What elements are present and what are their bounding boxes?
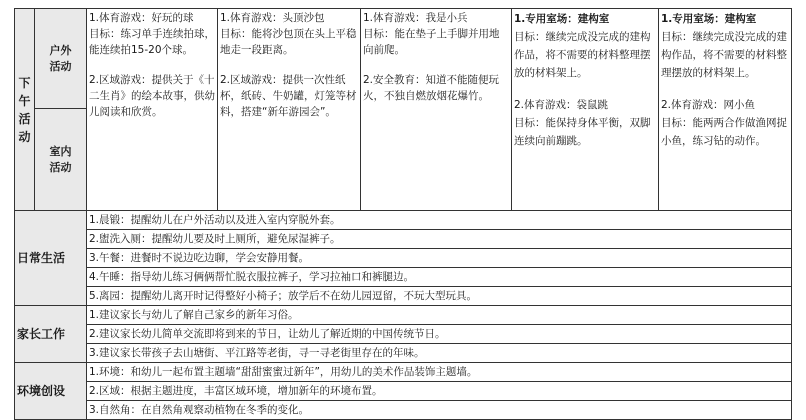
list-item: 3.自然角：在自然角观察动植物在冬季的变化。 <box>89 404 310 416</box>
afternoon-day-5 <box>659 9 792 211</box>
afternoon-day-1 <box>87 9 218 211</box>
family-label: 家长工作 <box>15 306 87 363</box>
day4-outdoor-goal: 目标：继续完成没完成的建构作品，将不需要的材料整理摆放的材料架上。 <box>514 31 651 79</box>
list-item: 2.区域：根据主题进度，丰富区域环境，增加新年的环境布置。 <box>87 382 791 401</box>
list-item: 1.建议家长与幼儿了解自己家乡的新年习俗。 <box>87 306 791 325</box>
list-item: 1.晨锻：提醒幼儿在户外活动以及进入室内穿脱外套。 <box>87 211 791 230</box>
day3-outdoor-title: 1.体育游戏：我是小兵 <box>363 12 468 24</box>
environment-list <box>87 363 792 420</box>
day4-indoor-title: 2.体育游戏：袋鼠跳 <box>514 99 609 111</box>
day2-indoor-text: 2.区域游戏：提供一次性纸杯，纸砖、牛奶罐，灯笼等材料，搭建“新年游园会”。 <box>220 74 357 118</box>
day5-indoor-goal: 目标：能两两合作做渔网捉小鱼，练习钻的动作。 <box>661 117 787 147</box>
day3-outdoor-goal: 目标：能在垫子上手脚并用地向前爬。 <box>363 28 500 56</box>
list-item: 4.午睡：指导幼儿练习俩俩帮忙脱衣服拉裤子，学习拉袖口和裤腿边。 <box>87 268 791 287</box>
list-item: 1.环境：和幼儿一起布置主题墙“甜甜蜜蜜过新年”，用幼儿的美术作品装饰主题墙。 <box>87 363 791 382</box>
family-list <box>87 306 792 363</box>
list-item: 5.离园：提醒幼儿离开时记得整好小椅子；放学后不在幼儿园逗留，不玩大型玩具。 <box>89 290 478 302</box>
day5-outdoor-title: 1.专用室场：建构室 <box>661 13 757 25</box>
schedule-sheet <box>14 8 791 414</box>
list-item: 2.盥洗入厕：提醒幼儿要及时上厕所，避免尿湿裤子。 <box>87 230 791 249</box>
environment-label: 环境创设 <box>15 363 87 420</box>
afternoon-day-3 <box>361 9 512 211</box>
day2-outdoor-goal: 目标：能将沙包顶在头上平稳地走一段距离。 <box>220 28 357 56</box>
list-item: 3.建议家长带孩子去山塘街、平江路等老街，寻一寻老街里存在的年味。 <box>89 347 425 359</box>
list-item: 3.午餐：进餐时不说边吃边聊，学会安静用餐。 <box>87 249 791 268</box>
day3-indoor-text: 2.安全教育：知道不能随便玩火，不独自燃放烟花爆竹。 <box>363 74 500 102</box>
day1-outdoor-goal: 目标：练习单手连续拍球，能连续拍15-20个球。 <box>89 28 215 56</box>
day1-indoor-text: 2.区域游戏：提供关于《十二生肖》的绘本故事，供幼儿阅读和欣赏。 <box>89 74 215 118</box>
day5-outdoor-goal: 目标：继续完成没完成的建构作品，将不需要的材料整理摆放的材料架上。 <box>661 31 787 79</box>
list-item: 2.建议家长幼儿简单交流即将到来的节日，让幼儿了解近期的中国传统节日。 <box>87 325 791 344</box>
afternoon-label: 下午活动 <box>15 9 35 211</box>
afternoon-day-2 <box>218 9 361 211</box>
daily-life-list <box>87 211 792 306</box>
outdoor-label: 户外活动 <box>35 9 87 109</box>
day5-indoor-title: 2.体育游戏：网小鱼 <box>661 99 756 111</box>
daily-life-label: 日常生活 <box>15 211 87 306</box>
schedule-table <box>14 8 792 420</box>
day2-outdoor-title: 1.体育游戏：头顶沙包 <box>220 12 325 24</box>
afternoon-day-4 <box>512 9 659 211</box>
day1-outdoor-title: 1.体育游戏：好玩的球 <box>89 12 194 24</box>
indoor-label: 室内活动 <box>35 109 87 211</box>
day4-indoor-goal: 目标：能保持身体平衡，双脚连续向前蹦跳。 <box>514 117 651 147</box>
day4-outdoor-title: 1.专用室场：建构室 <box>514 13 610 25</box>
